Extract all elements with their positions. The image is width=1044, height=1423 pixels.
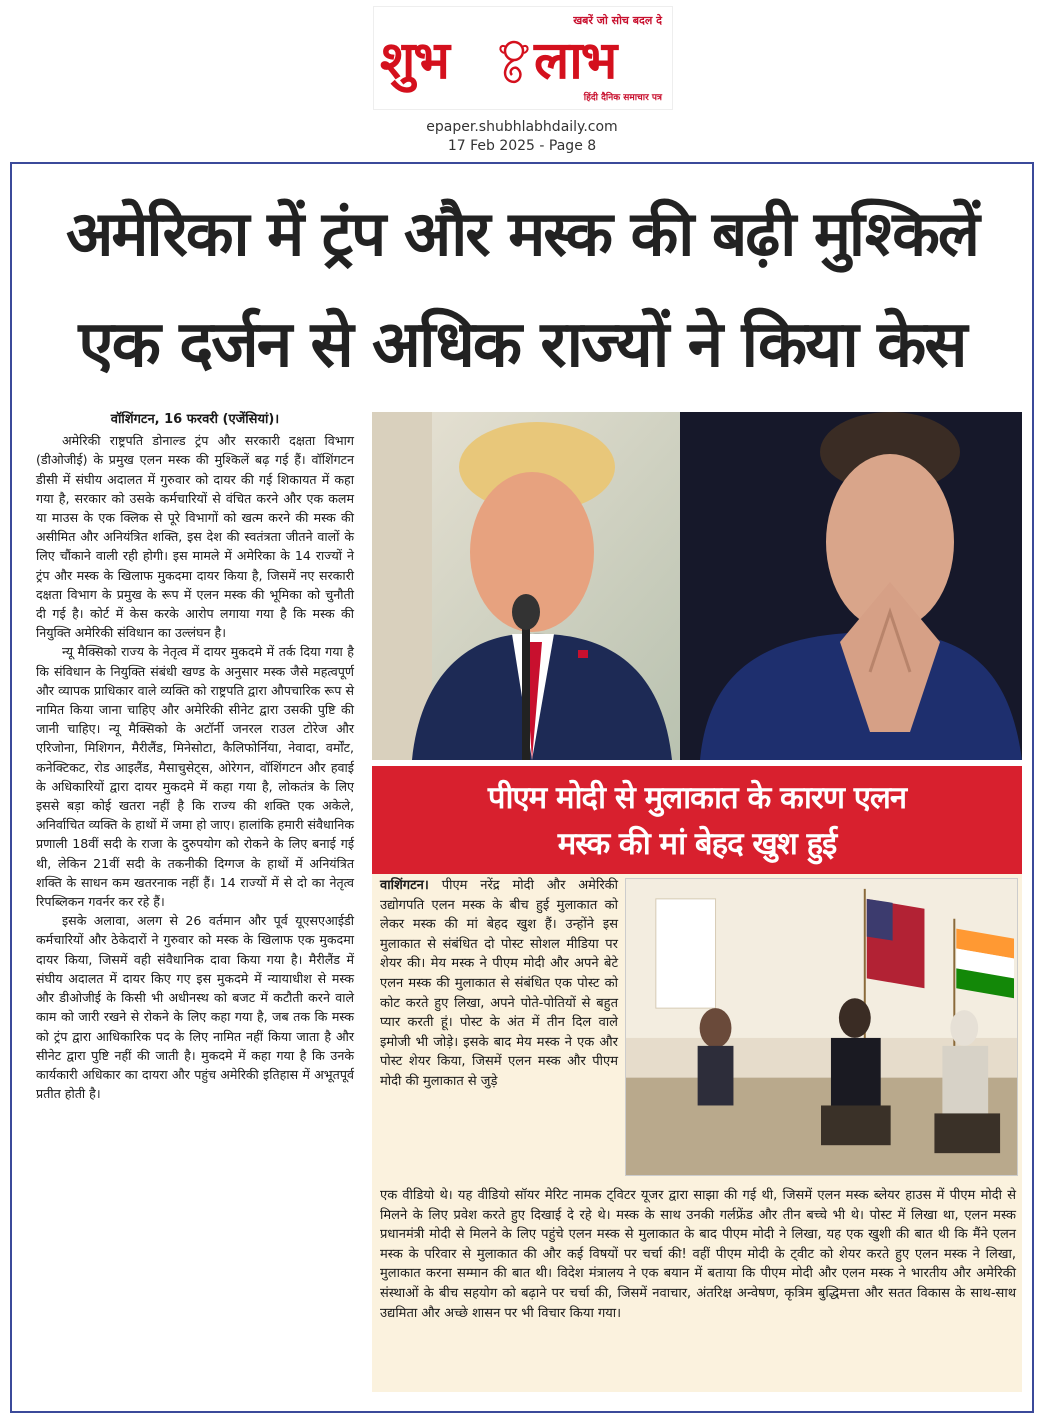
masthead-word-labh: लाभ xyxy=(534,31,616,91)
main-story-column xyxy=(36,410,354,1103)
side-story-headline-line-1: पीएम मोदी से मुलाकात के कारण एलन xyxy=(487,780,907,816)
side-story-box xyxy=(372,874,1022,1392)
masthead-logo xyxy=(373,6,673,110)
source-date-page: 17 Feb 2025 - Page 8 xyxy=(447,138,597,154)
modi-musk-meeting-photo xyxy=(625,878,1018,1176)
side-story-text-top xyxy=(380,876,618,1092)
masthead-tagline: खबरें जो सोच बदल दे xyxy=(573,14,662,27)
side-story-headline-line-2: मस्क की मां बेहद खुश हुई xyxy=(557,826,837,862)
main-story-dateline: वॉशिंगटन, 16 फरवरी (एजेंसियां)। xyxy=(110,412,280,427)
masthead-word-shubh: शुभ xyxy=(380,31,448,91)
main-photo xyxy=(372,412,1022,760)
side-story-body-1: पीएम नरेंद्र मोदी और अमेरिकी उद्योगपति एलन मस्क के बीच हुई मुलाकात को लेकर मस्क की मां बेहद खुश हैं। उन्होंने इस मुलाकात से संबंधित दो पोस्ट सोशल मीडिया पर शेयर की। मेय मस्क ने पीएम मोदी और अपने बेटे एलन मस्क की मुलाकात से संबंधित एक पोस्ट को कोट करते हुए लिखा, अपने पोते-पोतियों से बहुत प्यार करती हूं। पोस्ट के अंत में तीन दिल वाले इमोजी भी जोड़े। इसके बाद मेय मस्क ने एक और पोस्ट शेयर किया, जिसमें एलन मस्क और पीएम मोदी की मुलाकात से जुड़े xyxy=(380,878,618,1089)
side-story-headline-banner xyxy=(372,766,1022,874)
musk-photo xyxy=(680,412,1022,760)
masthead-subtitle: हिंदी दैनिक समाचार पत्र xyxy=(583,93,662,103)
source-url: epaper.shubhlabhdaily.com xyxy=(426,119,618,135)
main-story-paragraph: इसके अलावा, अलग से 26 वर्तमान और पूर्व यूएसएआईडी कर्मचारियों और ठेकेदारों ने गुरुवार को मस्क के खिलाफ एक मुकदमा दायर किया, जिसमें वही संवैधानिक दावा किया गया है। मैरीलैंड में संघीय अदालत में दायर किए गए इस मुकदमे में न्यायाधीश से मस्क और डीओजीई के किसी भी अधीनस्थ को बजट में कटौती करने वाले काम को जारी रखने से रोकने के लिए कहा गया है, जब तक कि मस्क को ट्रंप द्वारा आधिकारिक पद के लिए नामित नहीं किया जाता है और सीनेट द्वारा पुष्टि नहीं की जाती है। मुकदमे में कहा गया है कि उनके कार्यकारी अधिकार का दायरा और पहुंच अमेरिकी इतिहास में अभूतपूर्व प्रतीत होती है। xyxy=(36,913,354,1102)
headline-line-2: एक दर्जन से अधिक राज्यों ने किया केस xyxy=(78,308,966,382)
trump-photo xyxy=(372,412,680,760)
main-story-paragraph: अमेरिकी राष्ट्रपति डोनाल्ड ट्रंप और सरकारी दक्षता विभाग (डीओजीई) के प्रमुख एलन मस्क की मुश्किलें बढ़ गई हैं। वॉशिंगटन डीसी में संघीय अदालत में गुरुवार को दायर की गई शिकायत में कहा गया है, सरकार को उसके कर्मचारियों से वंचित करने और एक कलम या माउस के एक क्लिक से पूरे विभागों को खत्म करने की मस्क की असीमित और अनियंत्रित शक्ति, इस देश की स्वतंत्रता जीतने वालों के लिए चौंकाने वाली रही होगी। इस मामले में अमेरिका के 14 राज्यों ने ट्रंप और मस्क के खिलाफ मुकदमा दायर किया है, जिसमें नए सरकारी दक्षता विभाग के प्रमुख के रूप में एलन मस्क की भूमिका को चुनौती दी गई है। कोर्ट में केस करके आरोप लगाया गया है कि मस्क की नियुक्ति अमेरिकी संविधान का उल्लंघन है। xyxy=(36,433,354,641)
side-story-body-2: एक वीडियो थे। यह वीडियो सॉयर मेरिट नामक ट्विटर यूजर द्वारा साझा की गई थी, जिसमें एलन मस्क ब्लेयर हाउस में पीएम मोदी से मिलने के लिए प्रवेश करते हुए दिखाई दे रहे थे। मस्क के साथ उनकी गर्लफ्रेंड और तीन बच्चे भी थे। पोस्ट में लिखा था, एलन मस्क प्रधानमंत्री मोदी से मिलने के लिए पहुंचे एलन मस्क से मुलाकात के बाद पीएम मोदी ने लिखा, यह एक खुशी की बात थी कि मैंने एलन मस्क के परिवार से मुलाकात की और कई विषयों पर चर्चा की! वहीं पीएम मोदी के ट्वीट को शेयर करते हुए एलन मस्क ने लिखा, मुलाकात करना सम्मान की बात थी। विदेश मंत्रालय ने एक बयान में बताया कि पीएम मोदी और एलन मस्क ने भारतीय और अमेरिकी संस्थाओं के बीच सहयोग को बढ़ाने पर चर्चा की, जिसमें नवाचार, अंतरिक्ष अन्वेषण, कृत्रिम बुद्धिमत्ता और सतत विकास के साथ-साथ उद्यमिता और अच्छे शासन पर भी विचार किया गया। xyxy=(380,1188,1016,1321)
source-info xyxy=(0,118,1044,156)
headline-line-1: अमेरिका में ट्रंप और मस्क की बढ़ी मुश्किलें xyxy=(66,197,978,270)
ganesh-logo-icon xyxy=(494,37,534,85)
side-story-dateline: वाशिंगटन। xyxy=(380,878,429,893)
main-story-paragraph: न्यू मैक्सिको राज्य के नेतृत्व में दायर मुकदमे में तर्क दिया गया है कि संविधान के नियुक्ति संबंधी खण्ड के अनुसार मस्क जैसे महत्वपूर्ण और व्यापक प्राधिकार वाले व्यक्ति को राष्ट्रपति द्वारा औपचारिक रूप से नामित किया जाना चाहिए और अमेरिकी सीनेट द्वारा उसकी पुष्टि की जानी चाहिए। न्यू मैक्सिको के अटॉर्नी जनरल राउल टोरेज और एरिजोना, मिशिगन, मैरीलैंड, मिनेसोटा, कैलिफोर्निया, नेवादा, वर्मोंट, कनेक्टिकट, रोड आइलैंड, मैसाचुसेट्स, ओरेगन, वॉशिंगटन और हवाई के अधिकारियों द्वारा दायर मुकदमे में कहा गया है, लोकतंत्र के लिए इससे बड़ा कोई खतरा नहीं है कि राज्य की शक्ति एक अकेले, अनिर्वाचित व्यक्ति के हाथों में जमा हो जाए। हालांकि हमारी संवैधानिक प्रणाली 18वीं सदी के राजा के दुरुपयोग को रोकने के लिए बनाई गई थी, लेकिन 21वीं सदी के तकनीकी दिग्गज के हाथों में अनियंत्रित शक्ति के साधन कम खतरनाक नहीं हैं। 14 राज्यों में से दो का नेतृत्व रिपब्लिकन गवर्नर कर रहे हैं। xyxy=(36,644,354,910)
